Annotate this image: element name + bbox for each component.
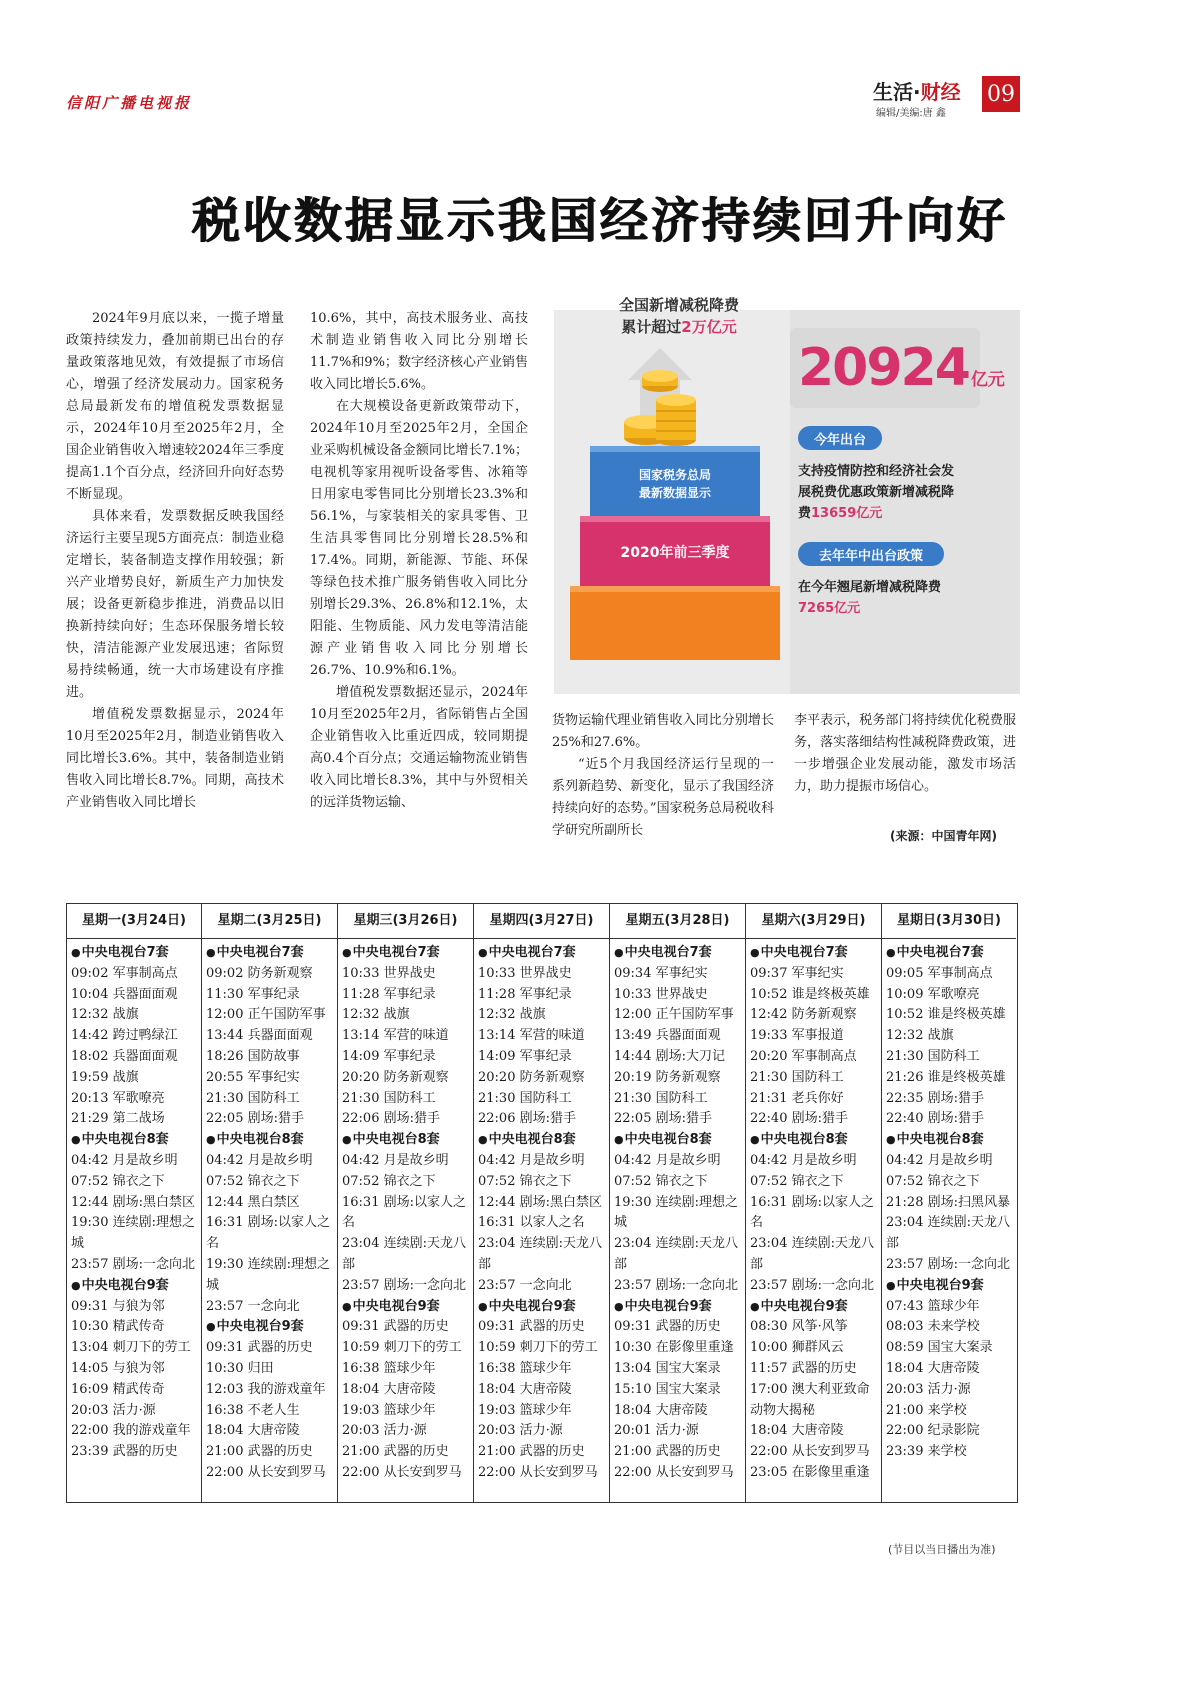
channel-heading: ● 中央电视台8套 bbox=[478, 1130, 606, 1151]
program-item: 23:57 剧场:一念向北 bbox=[342, 1277, 466, 1293]
program-item: 18:04 大唐帝陵 bbox=[206, 1423, 300, 1439]
schedule-day-header: 星期四(3月27日) bbox=[474, 904, 609, 939]
program-item: 04:42 月是故乡明 bbox=[478, 1152, 585, 1168]
program-item: 22:00 从长安到罗马 bbox=[342, 1464, 462, 1480]
program-item: 22:00 我的游戏童年 bbox=[71, 1423, 191, 1439]
program-item: 18:02 兵器面面观 bbox=[71, 1048, 178, 1064]
schedule-day-column bbox=[610, 904, 746, 1502]
program-item: 12:42 防务新观察 bbox=[750, 1007, 857, 1023]
channel-heading: ● 中央电视台7套 bbox=[750, 943, 878, 964]
step-middle-top bbox=[580, 516, 770, 522]
channel-heading: ● 中央电视台8套 bbox=[614, 1130, 742, 1151]
schedule-day-header: 星期一(3月24日) bbox=[67, 904, 201, 939]
step-bottom-top bbox=[570, 586, 780, 592]
program-item: 07:52 锦衣之下 bbox=[206, 1173, 300, 1189]
program-item: 04:42 月是故乡明 bbox=[750, 1152, 857, 1168]
program-item: 21:30 国防科工 bbox=[478, 1090, 572, 1106]
program-item: 14:09 军事纪录 bbox=[342, 1048, 436, 1064]
program-item: 12:44 剧场:黑白禁区 bbox=[71, 1194, 195, 1210]
program-item: 10:09 军歌嘹亮 bbox=[886, 986, 980, 1002]
program-item: 23:39 武器的历史 bbox=[71, 1444, 178, 1460]
program-item: 20:20 防务新观察 bbox=[478, 1069, 585, 1085]
program-item: 13:14 军营的味道 bbox=[342, 1028, 449, 1044]
program-item: 16:38 篮球少年 bbox=[478, 1360, 572, 1376]
schedule-day-body bbox=[882, 939, 1016, 1463]
program-item: 23:57 剧场:一念向北 bbox=[886, 1256, 1010, 1272]
step-top-top bbox=[590, 446, 760, 452]
program-item: 16:31 剧场:以家人之名 bbox=[206, 1215, 330, 1252]
article-paragraph: 李平表示，税务部门将持续优化税费服务，落实落细结构性减税降费政策，进一步增强企业发展动能，激发市场活力，助力提振市场信心。 bbox=[794, 713, 1016, 794]
article-paragraph: 货物运输代理业销售收入同比分别增长25%和27.6%。 bbox=[552, 713, 774, 750]
program-item: 12:00 正午国防军事 bbox=[614, 1007, 734, 1023]
program-item: 22:00 纪录影院 bbox=[886, 1423, 980, 1439]
infographic-title-2-highlight: 2万亿元 bbox=[681, 318, 737, 336]
schedule-day-header: 星期六(3月29日) bbox=[746, 904, 881, 939]
program-item: 23:04 连续剧:天龙八部 bbox=[614, 1236, 738, 1272]
channel-heading: ● 中央电视台7套 bbox=[71, 943, 198, 964]
program-item: 21:31 老兵你好 bbox=[750, 1090, 844, 1106]
gold-coins-icon bbox=[624, 370, 696, 446]
schedule-day-body bbox=[610, 939, 745, 1484]
schedule-day-header: 星期日(3月30日) bbox=[882, 904, 1016, 939]
program-item: 23:04 连续剧:天龙八部 bbox=[478, 1236, 602, 1272]
section-highlight: 财经 bbox=[920, 80, 961, 104]
schedule-day-column bbox=[746, 904, 882, 1502]
program-item: 04:42 月是故乡明 bbox=[614, 1152, 721, 1168]
channel-heading: ● 中央电视台9套 bbox=[750, 1297, 878, 1318]
program-item: 13:49 兵器面面观 bbox=[614, 1028, 721, 1044]
program-item: 08:03 未来学校 bbox=[886, 1319, 980, 1335]
program-item: 22:00 从长安到罗马 bbox=[750, 1444, 870, 1460]
program-item: 07:52 锦衣之下 bbox=[71, 1173, 165, 1189]
program-item: 09:02 军事制高点 bbox=[71, 965, 178, 981]
top-step-label-1: 国家税务总局 bbox=[638, 468, 711, 482]
channel-heading: ● 中央电视台9套 bbox=[886, 1276, 1013, 1297]
program-item: 15:10 国宝大案录 bbox=[614, 1381, 721, 1397]
program-item: 18:26 国防故事 bbox=[206, 1048, 300, 1064]
program-item: 09:31 武器的历史 bbox=[478, 1319, 585, 1335]
channel-heading: ● 中央电视台9套 bbox=[614, 1297, 742, 1318]
schedule-day-body bbox=[338, 939, 473, 1484]
program-item: 08:59 国宝大案录 bbox=[886, 1340, 993, 1356]
program-item: 19:30 连续剧:理想之城 bbox=[206, 1256, 330, 1293]
step-top bbox=[590, 450, 760, 516]
badge-2: 去年年中出台政策 bbox=[818, 549, 923, 564]
program-item: 20:03 活力·源 bbox=[71, 1402, 156, 1418]
program-item: 14:05 与狼为邻 bbox=[71, 1360, 165, 1376]
program-item: 16:38 篮球少年 bbox=[342, 1360, 436, 1376]
channel-heading: ● 中央电视台9套 bbox=[342, 1297, 470, 1318]
program-item: 20:03 活力·源 bbox=[342, 1423, 427, 1439]
program-item: 21:26 谁是终极英雄 bbox=[886, 1069, 1006, 1085]
channel-heading: ● 中央电视台8套 bbox=[206, 1130, 334, 1151]
program-item: 19:30 连续剧:理想之城 bbox=[71, 1215, 195, 1252]
middle-step-label: 2020年前三季度 bbox=[620, 545, 730, 561]
badge-1-desc-3 bbox=[798, 502, 882, 521]
program-item: 09:02 防务新观察 bbox=[206, 965, 313, 981]
article-column-4 bbox=[794, 710, 1016, 798]
infographic-title-1: 全国新增减税降费 bbox=[618, 296, 739, 314]
channel-heading: ● 中央电视台8套 bbox=[886, 1130, 1013, 1151]
channel-heading: ● 中央电视台9套 bbox=[71, 1276, 198, 1297]
program-item: 21:30 国防科工 bbox=[750, 1069, 844, 1085]
program-item: 20:20 防务新观察 bbox=[342, 1069, 449, 1085]
big-number-value: 20924 bbox=[798, 338, 969, 398]
program-item: 20:03 活力·源 bbox=[886, 1381, 971, 1397]
program-item: 11:30 军事纪录 bbox=[206, 986, 300, 1002]
program-item: 18:04 大唐帝陵 bbox=[342, 1381, 436, 1397]
program-item: 12:32 战旗 bbox=[886, 1028, 954, 1044]
program-item: 07:52 锦衣之下 bbox=[750, 1173, 844, 1189]
program-item: 07:52 锦衣之下 bbox=[614, 1173, 708, 1189]
program-item: 23:57 一念向北 bbox=[478, 1277, 572, 1293]
badge-1-desc-2: 展税费优惠政策新增减税降 bbox=[798, 485, 955, 500]
program-item: 23:57 剧场:一念向北 bbox=[71, 1256, 195, 1272]
badge-2-amount: 7265亿元 bbox=[798, 601, 861, 616]
program-item: 21:29 第二战场 bbox=[71, 1111, 165, 1127]
program-item: 18:04 大唐帝陵 bbox=[886, 1360, 980, 1376]
program-item: 22:05 剧场:猎手 bbox=[614, 1111, 712, 1127]
program-item: 21:00 武器的历史 bbox=[614, 1444, 721, 1460]
program-item: 10:00 狮群风云 bbox=[750, 1340, 844, 1356]
program-item: 10:30 归田 bbox=[206, 1360, 274, 1376]
program-item: 09:31 武器的历史 bbox=[342, 1319, 449, 1335]
article-paragraph: “近5个月我国经济运行呈现的一系列新趋势、新变化，显示了我国经济持续向好的态势。”国家税务总局税收科学研究所副所长 bbox=[552, 757, 774, 838]
program-item: 16:31 剧场:以家人之名 bbox=[342, 1194, 466, 1231]
schedule-day-body bbox=[67, 939, 201, 1463]
program-item: 22:40 剧场:猎手 bbox=[886, 1111, 984, 1127]
program-item: 22:00 从长安到罗马 bbox=[614, 1464, 734, 1480]
schedule-day-body bbox=[202, 939, 337, 1484]
program-item: 11:28 军事纪录 bbox=[342, 986, 436, 1002]
channel-heading: ● 中央电视台7套 bbox=[478, 943, 606, 964]
program-item: 14:42 跨过鸭绿江 bbox=[71, 1028, 178, 1044]
program-item: 10:52 谁是终极英雄 bbox=[750, 986, 870, 1002]
program-item: 07:43 篮球少年 bbox=[886, 1298, 980, 1314]
top-step-label-2: 最新数据显示 bbox=[638, 486, 711, 500]
program-item: 23:57 一念向北 bbox=[206, 1298, 300, 1314]
program-item: 21:30 国防科工 bbox=[342, 1090, 436, 1106]
schedule-day-header: 星期五(3月28日) bbox=[610, 904, 745, 939]
step-bottom bbox=[570, 590, 780, 660]
program-item: 09:31 武器的历史 bbox=[614, 1319, 721, 1335]
article-paragraph: 具体来看，发票数据反映我国经济运行主要呈现5方面亮点：制造业稳定增长，装备制造支撑作用较强；新兴产业增势良好，新质生产力加快发展；设备更新稳步推进，消费品以旧换新持续向好；生态环保服务增长较快，清洁能源产业发展迅速；省际贸易持续畅通，统一大市场建设有序推进。 bbox=[66, 509, 284, 700]
program-item: 20:03 活力·源 bbox=[478, 1423, 563, 1439]
schedule-footnote: (节目以当日播出为准) bbox=[888, 1543, 996, 1556]
program-item: 09:31 武器的历史 bbox=[206, 1340, 313, 1356]
program-item: 13:44 兵器面面观 bbox=[206, 1028, 313, 1044]
schedule-day-column bbox=[202, 904, 338, 1502]
schedule-day-column bbox=[67, 904, 202, 1502]
program-item: 21:28 剧场:扫黑风暴 bbox=[886, 1194, 1010, 1210]
schedule-day-body bbox=[474, 939, 609, 1484]
program-item: 21:30 国防科工 bbox=[886, 1048, 980, 1064]
program-item: 13:14 军营的味道 bbox=[478, 1028, 585, 1044]
program-item: 10:33 世界战史 bbox=[478, 965, 572, 981]
program-item: 10:59 刺刀下的劳工 bbox=[342, 1340, 462, 1356]
program-item: 19:33 军事报道 bbox=[750, 1028, 844, 1044]
program-item: 19:59 战旗 bbox=[71, 1069, 139, 1085]
program-item: 10:04 兵器面面观 bbox=[71, 986, 178, 1002]
tv-schedule-table bbox=[66, 903, 1018, 1503]
article-paragraph: 在大规模设备更新政策带动下，2024年10月至2025年2月，全国企业采购机械设备金额同比增长7.1%；电视机等家用视听设备零售、冰箱等日用家电零售同比分别增长23.3%和56.1%，与家装相关的家具零售、卫生洁具零售同比分别增长28.5%和17.4%。同期，新能源、节能、环保等绿色技术推广服务销售收入同比分别增长29.3%、26.8%和12.1%，太阳能、生物质能、风力发电等清洁能源产业销售收入同比分别增长26.7%、10.9%和6.1%。 bbox=[310, 399, 528, 678]
program-item: 16:31 剧场:以家人之名 bbox=[750, 1194, 874, 1231]
article-paragraph: 增值税发票数据显示，2024年10月至2025年2月，制造业销售收入同比增长3.6%。其中，装备制造业销售收入同比增长8.7%。同期，高技术产业销售收入同比增长 bbox=[66, 707, 284, 810]
program-item: 23:04 连续剧:天龙八部 bbox=[750, 1236, 874, 1272]
program-item: 23:39 来学校 bbox=[886, 1444, 967, 1460]
article-column-2 bbox=[310, 308, 528, 814]
program-item: 09:05 军事制高点 bbox=[886, 965, 993, 981]
program-item: 20:20 军事制高点 bbox=[750, 1048, 857, 1064]
article-paragraph: 增值税发票数据还显示，2024年10月至2025年2月，省际销售占全国企业销售收入比重近四成，较同期提高0.4个百分点；交通运输物流业销售收入同比增长8.3%，其中与外贸相关的远洋货物运输、 bbox=[310, 685, 528, 810]
program-item: 22:00 从长安到罗马 bbox=[206, 1464, 326, 1480]
program-item: 23:57 剧场:一念向北 bbox=[750, 1277, 874, 1293]
program-item: 04:42 月是故乡明 bbox=[886, 1152, 993, 1168]
program-item: 12:03 我的游戏童年 bbox=[206, 1381, 326, 1397]
editor-credit: 编辑/美编:唐 鑫 bbox=[876, 108, 946, 119]
program-item: 19:03 篮球少年 bbox=[342, 1402, 436, 1418]
program-item: 19:30 连续剧:理想之城 bbox=[614, 1194, 738, 1231]
program-item: 13:04 国宝大案录 bbox=[614, 1360, 721, 1376]
schedule-day-column bbox=[882, 904, 1016, 1502]
program-item: 12:00 正午国防军事 bbox=[206, 1007, 326, 1023]
channel-heading: ● 中央电视台9套 bbox=[206, 1317, 334, 1338]
program-item: 18:04 大唐帝陵 bbox=[478, 1381, 572, 1397]
newspaper-name: 信阳广播电视报 bbox=[66, 94, 193, 112]
tax-reduction-infographic bbox=[554, 296, 1020, 694]
program-item: 23:05 在影像里重逢 bbox=[750, 1464, 870, 1480]
program-item: 16:09 精武传奇 bbox=[71, 1381, 165, 1397]
program-item: 20:19 防务新观察 bbox=[614, 1069, 721, 1085]
program-item: 19:03 篮球少年 bbox=[478, 1402, 572, 1418]
program-item: 20:13 军歌嘹亮 bbox=[71, 1090, 165, 1106]
program-item: 10:33 世界战史 bbox=[614, 986, 708, 1002]
program-item: 18:04 大唐帝陵 bbox=[614, 1402, 708, 1418]
program-item: 22:40 剧场:猎手 bbox=[750, 1111, 848, 1127]
article-column-3 bbox=[552, 710, 774, 842]
channel-heading: ● 中央电视台8套 bbox=[342, 1130, 470, 1151]
program-item: 08:30 风筝·风筝 bbox=[750, 1319, 848, 1335]
channel-heading: ● 中央电视台8套 bbox=[71, 1130, 198, 1151]
program-item: 11:28 军事纪录 bbox=[478, 986, 572, 1002]
program-item: 10:33 世界战史 bbox=[342, 965, 436, 981]
program-item: 04:42 月是故乡明 bbox=[71, 1152, 178, 1168]
schedule-day-header: 星期三(3月26日) bbox=[338, 904, 473, 939]
program-item: 16:38 不老人生 bbox=[206, 1402, 300, 1418]
channel-heading: ● 中央电视台7套 bbox=[614, 943, 742, 964]
article-source: (来源：中国青年网) bbox=[890, 829, 997, 843]
section-title bbox=[873, 76, 961, 105]
program-item: 13:04 刺刀下的劳工 bbox=[71, 1340, 191, 1356]
program-item: 07:52 锦衣之下 bbox=[478, 1173, 572, 1189]
program-item: 18:04 大唐帝陵 bbox=[750, 1423, 844, 1439]
infographic-title-2-prefix: 累计超过 bbox=[621, 318, 682, 336]
program-item: 11:57 武器的历史 bbox=[750, 1360, 857, 1376]
program-item: 21:00 武器的历史 bbox=[206, 1444, 313, 1460]
program-item: 21:00 武器的历史 bbox=[342, 1444, 449, 1460]
program-item: 12:32 战旗 bbox=[342, 1007, 410, 1023]
program-item: 21:30 国防科工 bbox=[614, 1090, 708, 1106]
schedule-day-header: 星期二(3月25日) bbox=[202, 904, 337, 939]
page-number-badge: 09 bbox=[982, 76, 1020, 112]
program-item: 22:00 从长安到罗马 bbox=[478, 1464, 598, 1480]
badge-2-desc: 在今年翘尾新增减税降费 bbox=[798, 580, 942, 595]
program-item: 23:04 连续剧:天龙八部 bbox=[342, 1236, 466, 1272]
program-item: 21:00 武器的历史 bbox=[478, 1444, 585, 1460]
program-item: 12:32 战旗 bbox=[71, 1007, 139, 1023]
schedule-day-column bbox=[474, 904, 610, 1502]
program-item: 22:06 剧场:猎手 bbox=[342, 1111, 440, 1127]
program-item: 14:44 剧场:大刀记 bbox=[614, 1048, 725, 1064]
program-item: 07:52 锦衣之下 bbox=[886, 1173, 980, 1189]
program-item: 20:01 活力·源 bbox=[614, 1423, 699, 1439]
program-item: 12:32 战旗 bbox=[478, 1007, 546, 1023]
schedule-day-column bbox=[338, 904, 474, 1502]
program-item: 10:30 精武传奇 bbox=[71, 1319, 165, 1335]
program-item: 09:37 军事纪实 bbox=[750, 965, 844, 981]
program-item: 17:00 澳大利亚致命动物大揭秘 bbox=[750, 1381, 870, 1418]
badge-1-desc-1: 支持疫情防控和经济社会发 bbox=[798, 464, 955, 479]
channel-heading: ● 中央电视台7套 bbox=[206, 943, 334, 964]
program-item: 22:35 剧场:猎手 bbox=[886, 1090, 984, 1106]
channel-heading: ● 中央电视台9套 bbox=[478, 1297, 606, 1318]
program-item: 23:04 连续剧:天龙八部 bbox=[886, 1215, 1010, 1252]
page-headline: 税收数据显示我国经济持续回升向好 bbox=[191, 193, 1008, 249]
program-item: 12:44 剧场:黑白禁区 bbox=[478, 1194, 602, 1210]
program-item: 12:44 黑白禁区 bbox=[206, 1194, 300, 1210]
program-item: 09:34 军事纪实 bbox=[614, 965, 708, 981]
badge-1-amount: 13659亿元 bbox=[811, 506, 883, 521]
big-number-unit: 亿元 bbox=[970, 370, 1005, 390]
program-item: 04:42 月是故乡明 bbox=[206, 1152, 313, 1168]
program-item: 20:55 军事纪实 bbox=[206, 1069, 300, 1085]
program-item: 07:52 锦衣之下 bbox=[342, 1173, 436, 1189]
program-item: 04:42 月是故乡明 bbox=[342, 1152, 449, 1168]
program-item: 14:09 军事纪录 bbox=[478, 1048, 572, 1064]
program-item: 10:30 在影像里重逢 bbox=[614, 1340, 734, 1356]
program-item: 22:06 剧场:猎手 bbox=[478, 1111, 576, 1127]
program-item: 23:57 剧场:一念向北 bbox=[614, 1277, 738, 1293]
channel-heading: ● 中央电视台7套 bbox=[886, 943, 1013, 964]
program-item: 16:31 以家人之名 bbox=[478, 1215, 585, 1231]
program-item: 10:52 谁是终极英雄 bbox=[886, 1007, 1006, 1023]
channel-heading: ● 中央电视台7套 bbox=[342, 943, 470, 964]
program-item: 22:05 剧场:猎手 bbox=[206, 1111, 304, 1127]
program-item: 09:31 与狼为邻 bbox=[71, 1298, 165, 1314]
big-number bbox=[798, 338, 1005, 398]
section-prefix: 生活· bbox=[873, 80, 921, 104]
schedule-day-body bbox=[746, 939, 881, 1484]
article-column-1 bbox=[66, 308, 284, 814]
program-item: 21:00 来学校 bbox=[886, 1402, 967, 1418]
infographic-title-2 bbox=[562, 316, 796, 337]
article-paragraph: 2024年9月底以来，一揽子增量政策持续发力，叠加前期已出台的存量政策落地见效，有效提振了市场信心，增强了经济发展动力。国家税务总局最新发布的增值税发票数据显示，2024年10月至2025年2月，全国企业销售收入增速较2024年三季度提高1.1个百分点，经济回升向好态势不断显现。 bbox=[66, 311, 284, 502]
badge-1: 今年出台 bbox=[813, 433, 866, 448]
program-item: 10:59 刺刀下的劳工 bbox=[478, 1340, 598, 1356]
program-item: 21:30 国防科工 bbox=[206, 1090, 300, 1106]
badge-1-desc-prefix: 费 bbox=[798, 506, 812, 521]
channel-heading: ● 中央电视台8套 bbox=[750, 1130, 878, 1151]
article-paragraph: 10.6%，其中，高技术服务业、高技术制造业销售收入同比分别增长11.7%和9%；数字经济核心产业销售收入同比增长5.6%。 bbox=[310, 311, 528, 392]
